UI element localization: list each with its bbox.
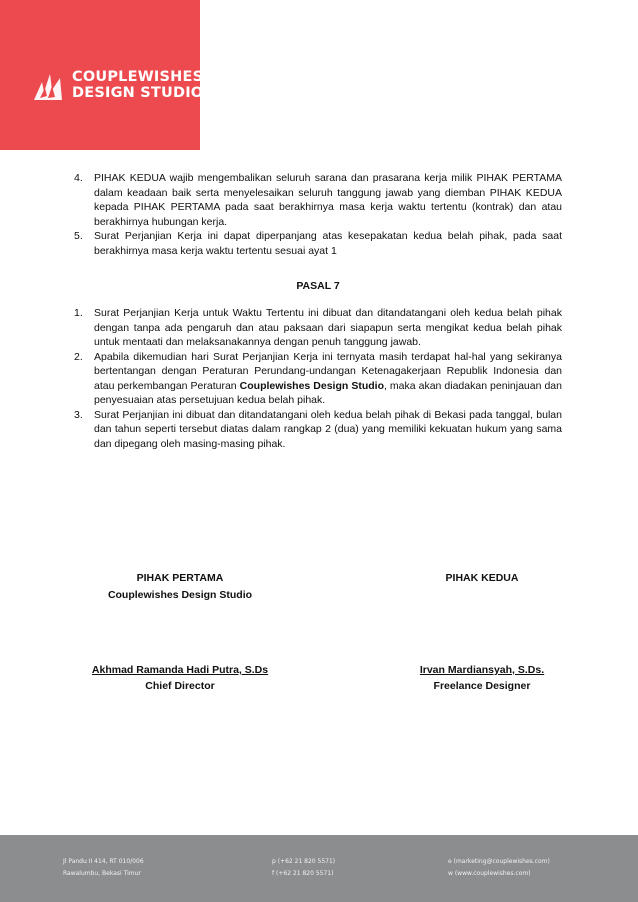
clause-item	[74, 171, 562, 229]
footer-email: e (marketing@couplewishes.com)	[448, 858, 550, 865]
letterhead-footer	[0, 835, 638, 902]
clause-item	[74, 229, 562, 258]
clause-number: 2.	[74, 350, 83, 363]
clause-number: 1.	[74, 307, 83, 319]
company-name-bold: Couplewishes Design Studio	[239, 379, 384, 392]
clause-text: Surat Perjanjian ini dibuat dan ditandatangani oleh kedua belah pihak di Bekasi pada tanggal, bulan dan tahun seperti tersebut diatas dalam rangkap 2 (dua) yang memiliki kekuatan hukum yang sama dan dipegang oleh masing-masing pihak.	[94, 408, 562, 450]
second-party-signatory-name: Irvan Mardiansyah, S.Ds.	[419, 664, 545, 676]
footer-address-line1: Jl Pandu II 414, RT 010/006	[63, 858, 144, 865]
clause-item	[74, 306, 562, 350]
brand-name-line2: DESIGN STUDIO.	[72, 85, 209, 101]
footer-phones	[272, 856, 335, 880]
second-party-label: PIHAK KEDUA	[445, 572, 519, 584]
clause-text-after: , maka akan diadakan peninjauan dan penyesuaian atas persetujuan kedua belah pihak.	[94, 379, 562, 406]
clause-item	[74, 350, 562, 408]
pasal-7-clause-list	[74, 306, 562, 451]
clause-number: 5.	[74, 230, 83, 242]
footer-address-line2: Rawalumbu, Bekasi Timur	[63, 870, 141, 877]
first-party-label: PIHAK PERTAMA	[136, 572, 224, 584]
first-party-signatory-name: Akhmad Ramanda Hadi Putra, S.Ds	[91, 664, 269, 676]
footer-fax: f (+62 21 820 5571)	[272, 870, 334, 877]
second-party-signatory-role: Freelance Designer	[433, 680, 531, 692]
clause-text: Surat Perjanjian Kerja untuk Waktu Tertentu ini dibuat dan ditandatangani oleh kedua belah pihak dengan tanpa ada pengaruh dan atau paksaan dari siapapun serta mengikat kedua belah pihak untuk mentaati dan melaksanakannya dengan penuh tanggung jawab.	[94, 307, 562, 348]
pasal-heading: PASAL 7	[296, 280, 340, 292]
footer-website: w (www.couplewishes.com)	[448, 870, 531, 877]
footer-address	[63, 856, 144, 880]
brand-name-line1: COUPLEWISHES	[72, 69, 204, 85]
first-party-signatory-role: Chief Director	[145, 680, 215, 692]
footer-phone: p (+62 21 820 5571)	[272, 858, 336, 865]
clause-number: 3.	[74, 408, 83, 421]
footer-online	[448, 856, 550, 880]
clause-number: 4.	[74, 172, 83, 184]
clause-text: Surat Perjanjian Kerja ini dapat diperpanjang atas kesepakatan kedua belah pihak, pada saat berakhirnya masa kerja waktu tertentu sesuai ayat 1	[94, 230, 562, 257]
brand-name	[72, 69, 209, 101]
clause-text: PIHAK KEDUA wajib mengembalikan seluruh sarana dan prasarana kerja milik PIHAK PERTAMA dalam keadaan baik serta menyelesaikan seluruh tanggung jawab yang diemban PIHAK KEDUA kepada PIHAK PERTAMA pada saat berakhirnya masa kerja waktu tertentu (kontrak) dan atau berakhirnya hubungan kerja.	[94, 172, 562, 228]
letterhead-logo-block	[0, 0, 209, 150]
clause-item	[74, 408, 562, 452]
clause-text-before: Apabila dikemudian hari Surat Perjanjian Kerja ini ternyata masih terdapat hal-hal yang sekiranya bertentangan dengan Peraturan Perundang-undangan Ketenagakerjaan Republik Indonesia dan atau perkembangan Peraturan	[94, 350, 562, 392]
first-party-company: Couplewishes Design Studio	[107, 589, 253, 601]
clause-list-continued	[74, 171, 562, 258]
flame-logo-icon	[32, 70, 64, 102]
